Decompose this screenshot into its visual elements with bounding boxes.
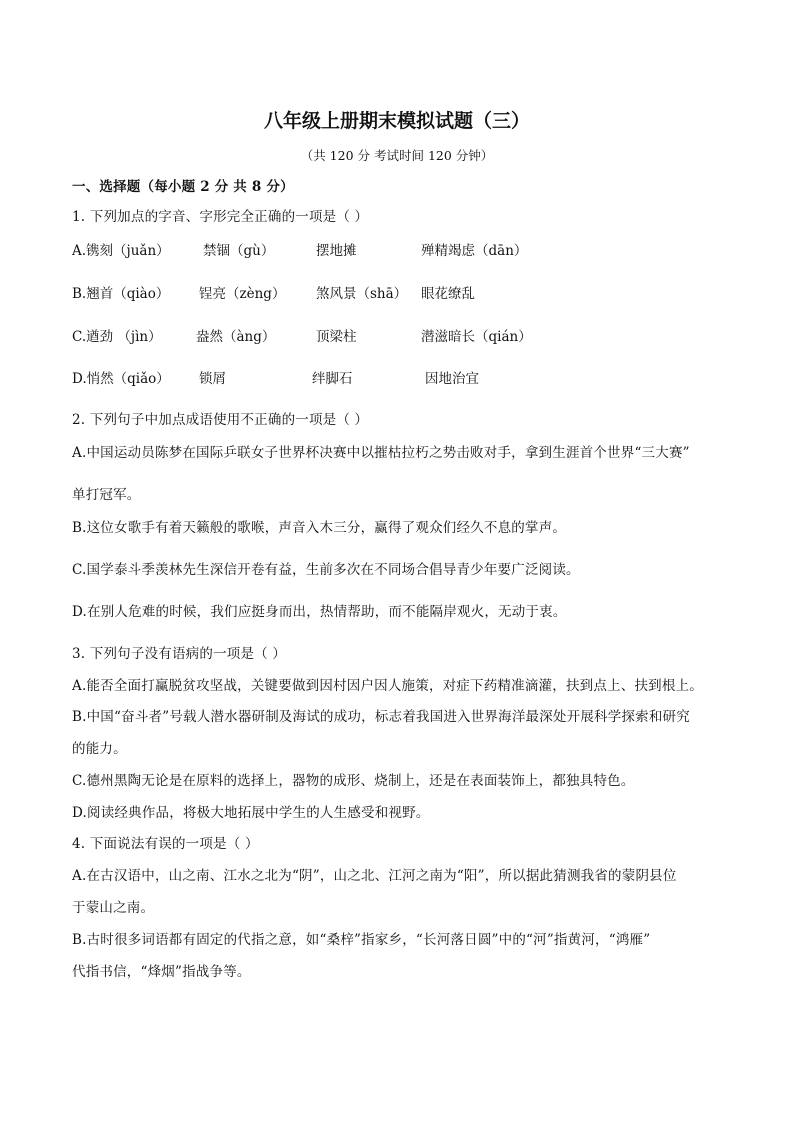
page-title: 八年级上册期末模拟试题（三） bbox=[263, 110, 530, 132]
q4-option-b-cont: 代指书信，“烽烟”指战争等。 bbox=[72, 964, 251, 980]
q1-option-d-4: 因地治宜 bbox=[425, 371, 479, 387]
q3-option-b: B.中国“奋斗者”号载人潜水器研制及海试的成功，标志着我国进入世界海洋最深处开展科学探索和研究 bbox=[72, 709, 690, 725]
q4-option-b: B.古时很多词语都有固定的代指之意，如“桑梓”指家乡，“长河落日圆”中的“河”指黄河，“鸿雁” bbox=[72, 932, 651, 948]
q2-option-b: B.这位女歌手有着天籁般的歌喉，声音入木三分，赢得了观众们经久不息的掌声。 bbox=[72, 520, 567, 536]
q1-option-c-2: 盎然（àng） bbox=[196, 329, 276, 345]
q1-option-b-3: 煞风景（shā） bbox=[316, 286, 408, 302]
q1-option-c-4: 潜滋暗长（qián） bbox=[421, 329, 532, 345]
q1-option-d-2: 锁屑 bbox=[199, 371, 226, 387]
question-3-stem: 3. 下列句子没有语病的一项是（ ） bbox=[72, 646, 287, 662]
q3-option-c: C.德州黑陶无论是在原料的选择上，器物的成形、烧制上，还是在表面装饰上，都独具特色。 bbox=[72, 773, 635, 789]
q1-option-d-3: 绊脚石 bbox=[312, 371, 353, 387]
q1-option-a-4: 殚精竭虑（dān） bbox=[421, 243, 528, 259]
q2-option-c: C.国学泰斗季羡林先生深信开卷有益，生前多次在不同场合倡导青少年要广泛阅读。 bbox=[72, 562, 580, 578]
q1-option-a-3: 摆地摊 bbox=[316, 243, 357, 259]
question-1-stem: 1. 下列加点的字音、字形完全正确的一项是（ ） bbox=[72, 209, 369, 225]
q3-option-a: A.能否全面打赢脱贫攻坚战，关键要做到因村因户因人施策，对症下药精准滴灌，扶到点上、扶到根上。 bbox=[72, 678, 703, 694]
q1-option-c-1: C.遒劲 （jìn） bbox=[72, 329, 162, 345]
q4-option-a-cont: 于蒙山之南。 bbox=[72, 900, 155, 916]
q3-option-b-cont: 的能力。 bbox=[72, 741, 127, 757]
q3-option-d: D.阅读经典作品，将极大地拓展中学生的人生感受和视野。 bbox=[72, 805, 430, 821]
q1-option-c-3: 顶梁柱 bbox=[316, 329, 357, 345]
q1-option-a-2: 禁锢（gù） bbox=[203, 243, 275, 259]
page-subtitle: （共 120 分 考试时间 120 分钟） bbox=[300, 148, 494, 163]
q4-option-a: A.在古汉语中，山之南、江水之北为“阴”，山之北、江河之南为“阳”，所以据此猜测我省的蒙阴县位 bbox=[72, 868, 677, 884]
q1-option-b-4: 眼花缭乱 bbox=[421, 286, 475, 302]
q1-option-b-1: B.翘首（qiào） bbox=[72, 286, 170, 302]
question-4-stem: 4. 下面说法有误的一项是（ ） bbox=[72, 836, 259, 852]
section-heading: 一、选择题（每小题 2 分 共 8 分） bbox=[72, 179, 294, 195]
q1-option-b-2: 锃亮（zèng） bbox=[199, 286, 286, 302]
q2-option-d: D.在别人危难的时候，我们应挺身而出，热情帮助，而不能隔岸观火，无动于衷。 bbox=[72, 604, 567, 620]
q1-option-d-1: D.悄然（qiǎo） bbox=[72, 371, 170, 387]
q2-option-a: A.中国运动员陈梦在国际乒联女子世界杯决赛中以摧枯拉朽之势击败对手，拿到生涯首个世界“三大赛” bbox=[72, 445, 690, 461]
q1-option-a-1: A.镌刻（juǎn） bbox=[72, 243, 170, 259]
question-2-stem: 2. 下列句子中加点成语使用不正确的一项是（ ） bbox=[72, 412, 369, 428]
q2-option-a-cont: 单打冠军。 bbox=[72, 487, 141, 503]
